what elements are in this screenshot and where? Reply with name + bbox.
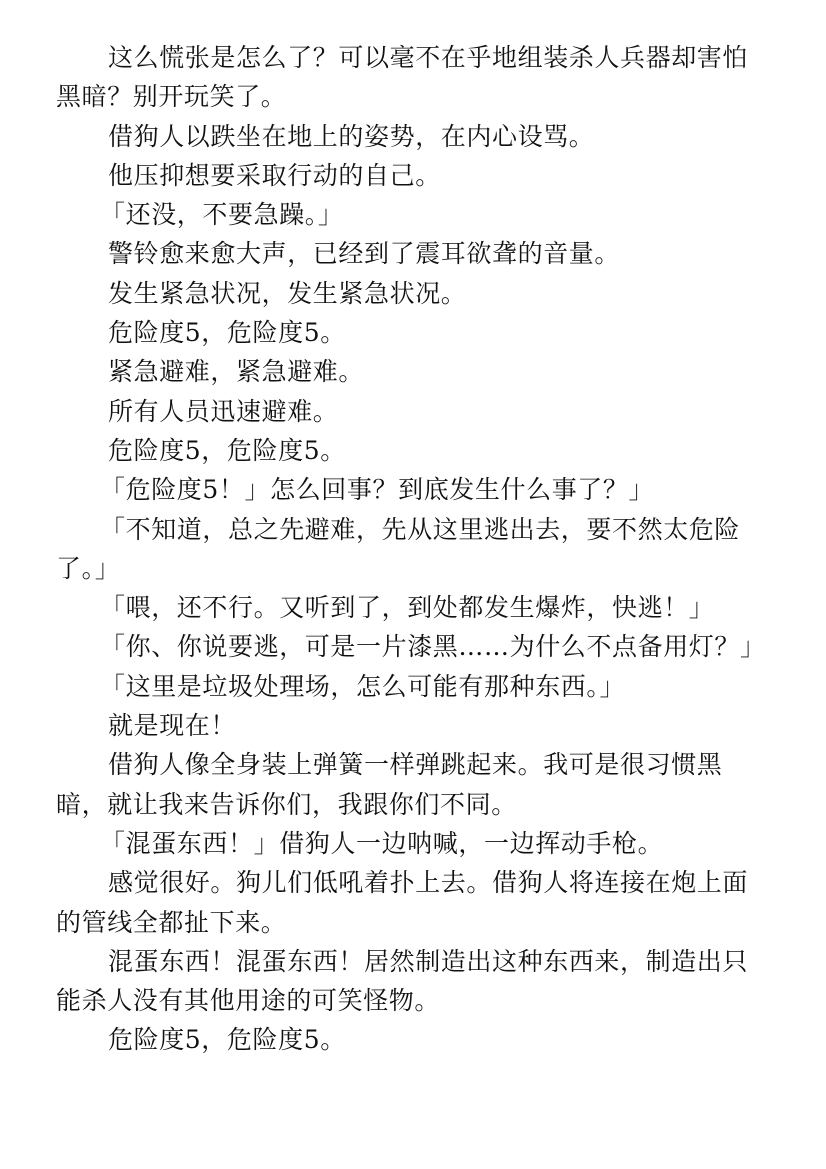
dialog-paragraph: 「这里是垃圾处理场，怎么可能有那种东西。」 <box>100 671 626 701</box>
paragraph: 危险度5，危险度5。 <box>108 1025 346 1055</box>
dialog-paragraph: 「你、你说要逃，可是一片漆黑……为什么不点备用灯？」 <box>100 632 766 662</box>
paragraph: 发生紧急状况，发生紧急状况。 <box>108 278 467 308</box>
document-body <box>56 38 766 1060</box>
paragraph: 紧急避难，紧急避难。 <box>108 357 365 387</box>
paragraph: 警铃愈来愈大声，已经到了震耳欲聋的音量。 <box>108 239 621 269</box>
paragraph: 这么慌张是怎么了？可以毫不在乎地组装杀人兵器却害怕黑暗？别开玩笑了。 <box>56 43 749 112</box>
dialog-paragraph: 「喂，还不行。又听到了，到处都发生爆炸，快逃！」 <box>100 593 715 623</box>
dialog-paragraph: 「还没，不要急躁。」 <box>100 200 344 230</box>
dialog-paragraph: 「混蛋东西！」借狗人一边呐喊，一边挥动手枪。 <box>100 828 664 858</box>
paragraph: 借狗人以跌坐在地上的姿势，在内心设骂。 <box>108 121 595 151</box>
paragraph: 他压抑想要采取行动的自己。 <box>108 160 441 190</box>
paragraph: 感觉很好。狗儿们低吼着扑上去。借狗人将连接在炮上面的管线全都扯下来。 <box>56 868 749 937</box>
paragraph: 混蛋东西！混蛋东西！居然制造出这种东西来，制造出只能杀人没有其他用途的可笑怪物。 <box>56 946 749 1016</box>
paragraph: 危险度5，危险度5。 <box>108 435 346 465</box>
paragraph: 所有人员迅速避难。 <box>108 396 339 426</box>
paragraph: 就是现在！ <box>108 711 237 741</box>
dialog-paragraph: 「危险度5！」怎么回事？到底发生什么事了？」 <box>100 475 655 505</box>
paragraph: 危险度5，危险度5。 <box>108 318 346 348</box>
paragraph: 借狗人像全身装上弹簧一样弹跳起来。我可是很习惯黑暗，就让我来告诉你们，我跟你们不同。 <box>56 750 723 819</box>
dialog-paragraph: 「不知道，总之先避难，先从这里逃出去，要不然太危险了。」 <box>56 514 741 583</box>
